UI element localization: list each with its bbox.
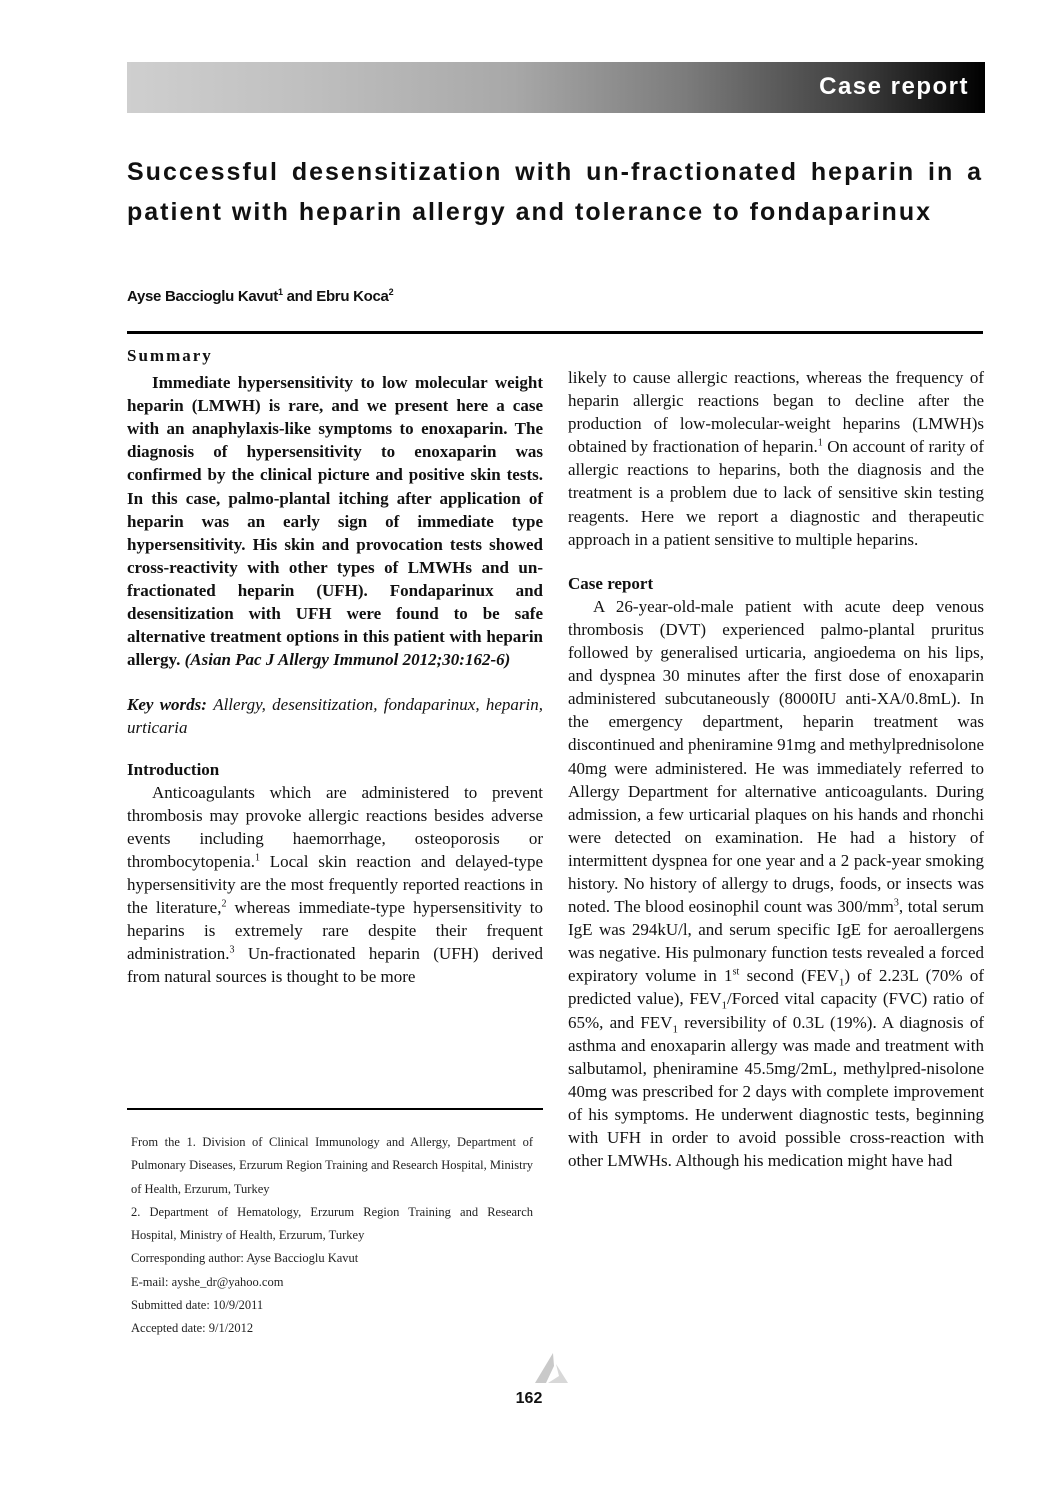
- subscript: 1: [672, 1022, 678, 1035]
- superscript: 3: [893, 897, 899, 909]
- text-segment: second (FEV: [739, 966, 839, 986]
- submitted-date: Submitted date: 10/9/2011: [131, 1298, 264, 1313]
- accepted-date: Accepted date: 9/1/2012: [131, 1321, 254, 1336]
- summary-text: [127, 371, 543, 671]
- page-number: 162: [515, 1390, 543, 1407]
- keywords: [127, 693, 543, 739]
- reference-marker: 2: [221, 898, 227, 910]
- author-name: Ebru Koca: [316, 288, 389, 305]
- text-segment: A 26-year-old-male patient with acute deep venous thrombosis (DVT) experienced palmo-plantal pruritus followed by generalised urticaria, angioedema on his lips, and dyspnea 30 minutes after the first dose of enoxaparin administered subcutaneously (8000IU anti-XA/0.8mL). In the emergency department, heparin treatment was discontinued and pheniramine 91mg and methylprednisolone 40mg were administered. He was immediately referred to Allergy Department for alternative anticoagulants. During admission, a few urticarial plaques on his hands and rhonchi were detected on examination. He had a history of intermittent dyspnea for one year and a 2 pack-year smoking history. No history of allergy to drugs, foods, or insects was noted. The blood eosinophil count was 300/mm: [568, 596, 984, 917]
- text-segment: likely to cause allergic reactions, whereas the frequency of heparin allergic reactions began to decline after the production of low-molecular-weight heparins (LMWH)s obtained by fractionation of heparin.: [568, 368, 984, 457]
- text-segment: reversibility of 0.3L (19%). A diagnosis of asthma and enoxaparin allergy was made and treatment with salbutamol, pheniramine 45.5mg/2mL, methylpred-nisolone 40mg was prescribed for 2 days with complete improvement of his symptoms. He underwent diagnostic tests, beginning with UFH in order to avoid possible cross-reaction with other LMWHs. Although his medication might have had: [568, 1012, 985, 1171]
- author-name: Ayse Baccioglu Kavut: [127, 288, 278, 305]
- superscript: st: [732, 966, 740, 978]
- affiliation-marker: 1: [278, 287, 283, 297]
- keywords-label: Key words:: [127, 695, 207, 715]
- text-segment: ) of 2.23L (70% of predicted value), FEV: [568, 966, 984, 1009]
- footnote-divider: [127, 1108, 543, 1110]
- affiliation-marker: 2: [388, 287, 394, 297]
- section-label: Case report: [819, 73, 969, 100]
- corresponding-author: Corresponding author: Ayse Baccioglu Kavut: [131, 1251, 359, 1266]
- summary-body: Immediate hypersensitivity to low molecular weight heparin (LMWH) is rare, and we present here a case with an anaphylaxis-like symptoms to enoxaparin. The diagnosis of hypersensitivity to enoxaparin was confirmed by the clinical picture and positive skin tests. In this case, palmo-plantal itching after application of heparin was an early sign of immediate type hypersensitivity. His skin and provocation tests showed cross-reactivity with other types of LMWHs and un-fractionated heparin (UFH). Fondaparinux and desensitization with UFH were found to be safe alternative treatment options in this patient with heparin allergy.: [127, 373, 543, 670]
- case-report-text: [568, 595, 984, 1172]
- title-divider: [127, 331, 983, 334]
- keywords-values: Allergy, desensitization, fondaparinux, heparin, urticaria: [127, 695, 544, 738]
- left-column: [127, 344, 543, 988]
- subscript: 1: [838, 976, 845, 989]
- reference-marker: 3: [229, 944, 235, 956]
- text-segment: Un-fractionated heparin (UFH) derived from natural sources is thought to be more: [127, 944, 543, 987]
- author-joiner: and: [282, 288, 317, 305]
- introduction-heading: Introduction: [127, 759, 220, 779]
- right-column: [568, 366, 984, 1172]
- section-banner: [127, 62, 985, 113]
- subscript: 1: [721, 999, 727, 1012]
- text-segment: On account of rarity of allergic reactions to heparins, both the diagnosis and the treatment is a problem due to lack of sensitive skin testing reagents. Here we report a diagnostic and therapeutic approach in a patient sensitive to multiple heparins.: [568, 437, 984, 549]
- journal-logo-icon: [532, 1352, 574, 1384]
- text-segment: , total serum IgE was 294kU/l, and serum specific IgE for aeroallergens was negative. His pulmonary function tests revealed a forced expiratory volume in 1: [568, 897, 985, 986]
- text-segment: Local skin reaction and delayed-type hypersensitivity are the most frequently reported reactions in the literature,: [127, 851, 543, 918]
- citation: (Asian Pac J Allergy Immunol 2012;30:162-6): [184, 650, 511, 670]
- introduction-text: [127, 781, 543, 989]
- summary-heading: Summary: [127, 346, 213, 365]
- affiliation-1: From the 1. Division of Clinical Immunology and Allergy, Department of Pulmonary Diseases, Erzurum Region Training and Research Hospital, Ministry of Health, Erzurum, Turkey: [131, 1135, 533, 1196]
- text-segment: Anticoagulants which are administered to prevent thrombosis may provoke allergic reactions besides adverse events including haemorrhage, osteoporosis or thrombocytopenia.: [127, 782, 543, 871]
- text-segment: whereas immediate-type hypersensitivity to heparins is extremely rare despite their frequent administration.: [127, 898, 544, 964]
- author-list: [127, 288, 393, 305]
- article-title: Successful desensitization with un-fractionated heparin in a patient with heparin allergy and tolerance to fondaparinux: [127, 158, 983, 226]
- introduction-continuation: [568, 366, 984, 551]
- reference-marker: 1: [254, 852, 260, 864]
- case-report-heading: Case report: [568, 573, 654, 593]
- email[interactable]: E-mail: ayshe_dr@yahoo.com: [131, 1274, 284, 1289]
- reference-marker: 1: [817, 437, 823, 449]
- text-segment: /Forced vital capacity (FVC) ratio of 65%, and FEV: [568, 989, 984, 1032]
- footnotes: [131, 1131, 533, 1341]
- affiliation-2: 2. Department of Hematology, Erzurum Region Training and Research Hospital, Ministry of Health, Erzurum, Turkey: [131, 1204, 533, 1243]
